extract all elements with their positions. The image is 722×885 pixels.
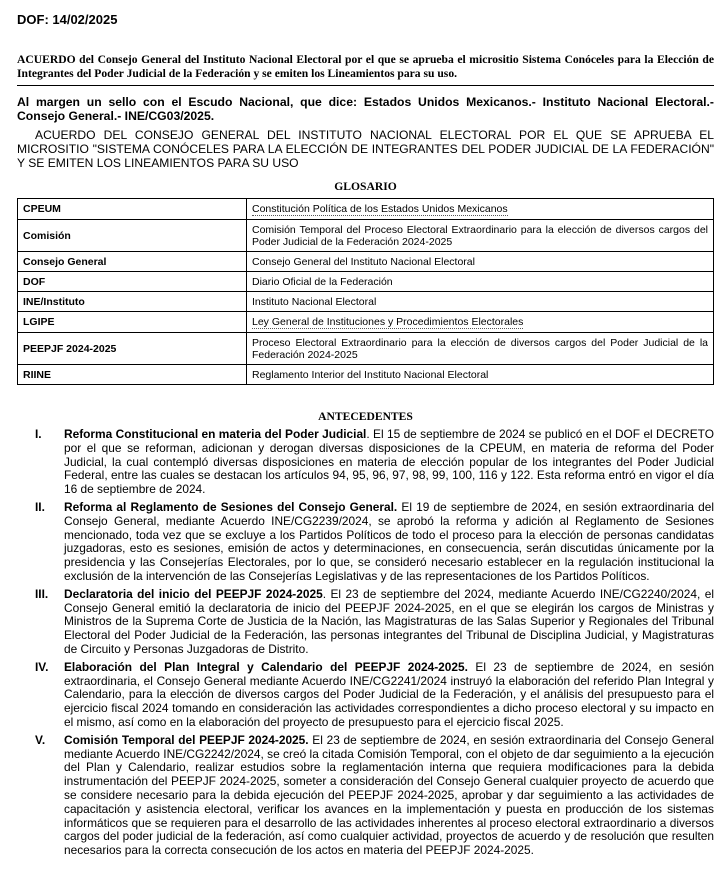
item-text: El 19 de septiembre de 2024, en sesión extraordinaria del Consejo General, mediante Acuerdo INE/CG2239/2024, se aprobó la reforma y adición al Reglamento de Sesiones mencionado, toda vez que se excluye a los Partidos Políticos de todo el proceso para la elección de personas candidatas juzgadoras, esto es sesiones, emisión de actos y determinaciones, en consecuencia, serán discutidas únicamente por la presidencia y las Consejerías Electorales, por lo que, se consideró necesario establecer en la regulación institucional la exclusión de la intervención de las Consejerías Legislativas y de las representaciones de los Partidos Políticos. [64, 499, 714, 583]
item-text: . El 23 de septiembre del 2024, mediante Acuerdo INE/CG2240/2024, el Consejo General emitió la declaratoria de inicio del PEEPJF 2024-2025, en el que se elegirán los cargos de Ministras y Ministros de la Suprema Corte de Justicia de la Nación, las Magistraturas de las Salas Superior y Regionales del Tribunal Electoral del Poder Judicial de la Federación, las personas integrantes del Tribunal de Disciplina Judicial, y Magistraturas de Circuito y Personas Juzgadoras de Distrito. [64, 586, 714, 656]
item-number: II. [35, 499, 45, 514]
glossary-definition [247, 312, 714, 333]
item-lead: Declaratoria del inicio del PEEPJF 2024-2025 [64, 586, 323, 601]
glossary-term: DOF [18, 272, 247, 292]
glossary-definition: Proceso Electoral Extraordinario para la elección de diversos cargos del Poder Judicial de la Federación 2024-2025 [247, 333, 714, 365]
glossary-term: CPEUM [18, 199, 247, 220]
item-lead: Reforma al Reglamento de Sesiones del Consejo General. [64, 499, 398, 514]
document-title: ACUERDO del Consejo General del Instituto Nacional Electoral por el que se aprueba el micrositio Sistema Conóceles para la Elección de Integrantes del Poder Judicial de la Federación y se emiten los Lineamientos para su uso. [17, 53, 714, 80]
glossary-definition: Diario Oficial de la Federación [247, 272, 714, 292]
glossary-term: RIINE [18, 365, 247, 385]
glossary-row [18, 365, 714, 385]
title-divider [17, 85, 714, 86]
glossary-definition: Consejo General del Instituto Nacional Electoral [247, 252, 714, 272]
glossary-link[interactable]: Constitución Política de los Estados Unidos Mexicanos [252, 203, 508, 215]
list-item [17, 428, 714, 497]
glossary-row [18, 220, 714, 252]
glossary-definition: Reglamento Interior del Instituto Nacional Electoral [247, 365, 714, 385]
item-lead: Elaboración del Plan Integral y Calendario del PEEPJF 2024-2025. [64, 659, 468, 674]
antecedentes-list [17, 428, 714, 862]
item-lead: Comisión Temporal del PEEPJF 2024-2025. [64, 732, 309, 747]
glossary-row [18, 272, 714, 292]
antecedentes-heading: ANTECEDENTES [318, 410, 413, 423]
item-text: El 23 de septiembre de 2024, en sesión extraordinaria del Consejo General mediante Acuerdo INE/CG2242/2024, se creó la citada Comisión Temporal, con el objeto de dar seguimiento a la ejecución del Plan y Calendario, realizar estudios sobre la reglamentación interna que requiera modificaciones para la debida instrumentación del PEEPJF 2024-2025, someter a consideración del Consejo General cualquier proyecto de acuerdo que se considere necesario para la debida ejecución del PEEPJF 2024-2025, aprobar y dar seguimiento a las actividades de capacitación y asistencia electoral, verificar los avances en la implementación y puesta en producción de los sistemas informáticos que se requieren para el desarrollo de las actividades inherentes al proceso electoral extraordinario a diversos cargos del poder judicial de la federación, así como cualquier actividad, proyectos de acuerdo y de resolución que resulten necesarios para la correcta consecución de los actos en materia del PEEPJF 2024-2025. [64, 732, 714, 858]
glossary-row [18, 252, 714, 272]
glossary-definition: Instituto Nacional Electoral [247, 292, 714, 312]
list-item [17, 661, 714, 730]
list-item [17, 501, 714, 584]
glossary-term: INE/Instituto [18, 292, 247, 312]
item-number: III. [35, 586, 49, 601]
acuerdo-heading: ACUERDO DEL CONSEJO GENERAL DEL INSTITUTO NACIONAL ELECTORAL POR EL QUE SE APRUEBA EL MICROSITIO "SISTEMA CONÓCELES PARA LA ELECCIÓN DE INTEGRANTES DEL PODER JUDICIAL DE LA FEDERACIÓN" Y SE EMITEN LOS LINEAMIENTOS PARA SU USO [17, 128, 714, 170]
glossary-row [18, 199, 714, 220]
glossary-term: PEEPJF 2024-2025 [18, 333, 247, 365]
item-number: I. [35, 427, 42, 441]
glossary-row [18, 312, 714, 333]
list-item [17, 588, 714, 657]
glossary-row [18, 292, 714, 312]
glossary-row [18, 333, 714, 365]
glossary-term: Consejo General [18, 252, 247, 272]
glossary-table [17, 198, 714, 385]
glossary-heading: GLOSARIO [334, 180, 397, 193]
glossary-term: LGIPE [18, 312, 247, 333]
dof-date: DOF: 14/02/2025 [17, 12, 118, 27]
glossary-link[interactable]: Ley General de Instituciones y Procedimientos Electorales [252, 316, 524, 328]
seal-note: Al margen un sello con el Escudo Nacional, que dice: Estados Unidos Mexicanos.- Instituto Nacional Electoral.- Consejo General.- INE/CG03/2025. [17, 95, 714, 123]
glossary-term: Comisión [18, 220, 247, 252]
item-number: V. [35, 732, 46, 747]
item-lead: Reforma Constitucional en materia del Poder Judicial [64, 427, 367, 441]
item-number: IV. [35, 659, 49, 674]
list-item [17, 734, 714, 858]
glossary-definition [247, 199, 714, 220]
item-text: . El 15 de septiembre de 2024 se publicó en el DOF el DECRETO por el que se reforman, adicionan y derogan diversas disposiciones de la CPEUM, en materia de reforma del Poder Judicial, la cual contempló diversas disposiciones en materia de elección popular de los integrantes del Poder Judicial Federal, entre las cuales se destacan los artículos 94, 95, 96, 97, 98, 99, 100, 116 y 122. Esta reforma entró en vigor el día 16 de septiembre de 2024. [64, 427, 714, 497]
item-text: El 23 de septiembre de 2024, en sesión extraordinaria, el Consejo General mediante Acuerdo INE/CG2241/2024 instruyó la elaboración del referido Plan Integral y Calendario, para la elección de diversos cargos del Poder Judicial de la Federación, y el análisis del presupuesto para el ejercicio fiscal 2024 tomando en consideración las actividades correspondientes a dicho proceso electoral y su impacto en el mismo, así como en la elaboración del proyecto de presupuesto para el ejercicio fiscal 2025. [64, 659, 714, 729]
glossary-definition: Comisión Temporal del Proceso Electoral Extraordinario para la elección de diversos cargos del Poder Judicial de la Federación 2024-2025 [247, 220, 714, 252]
